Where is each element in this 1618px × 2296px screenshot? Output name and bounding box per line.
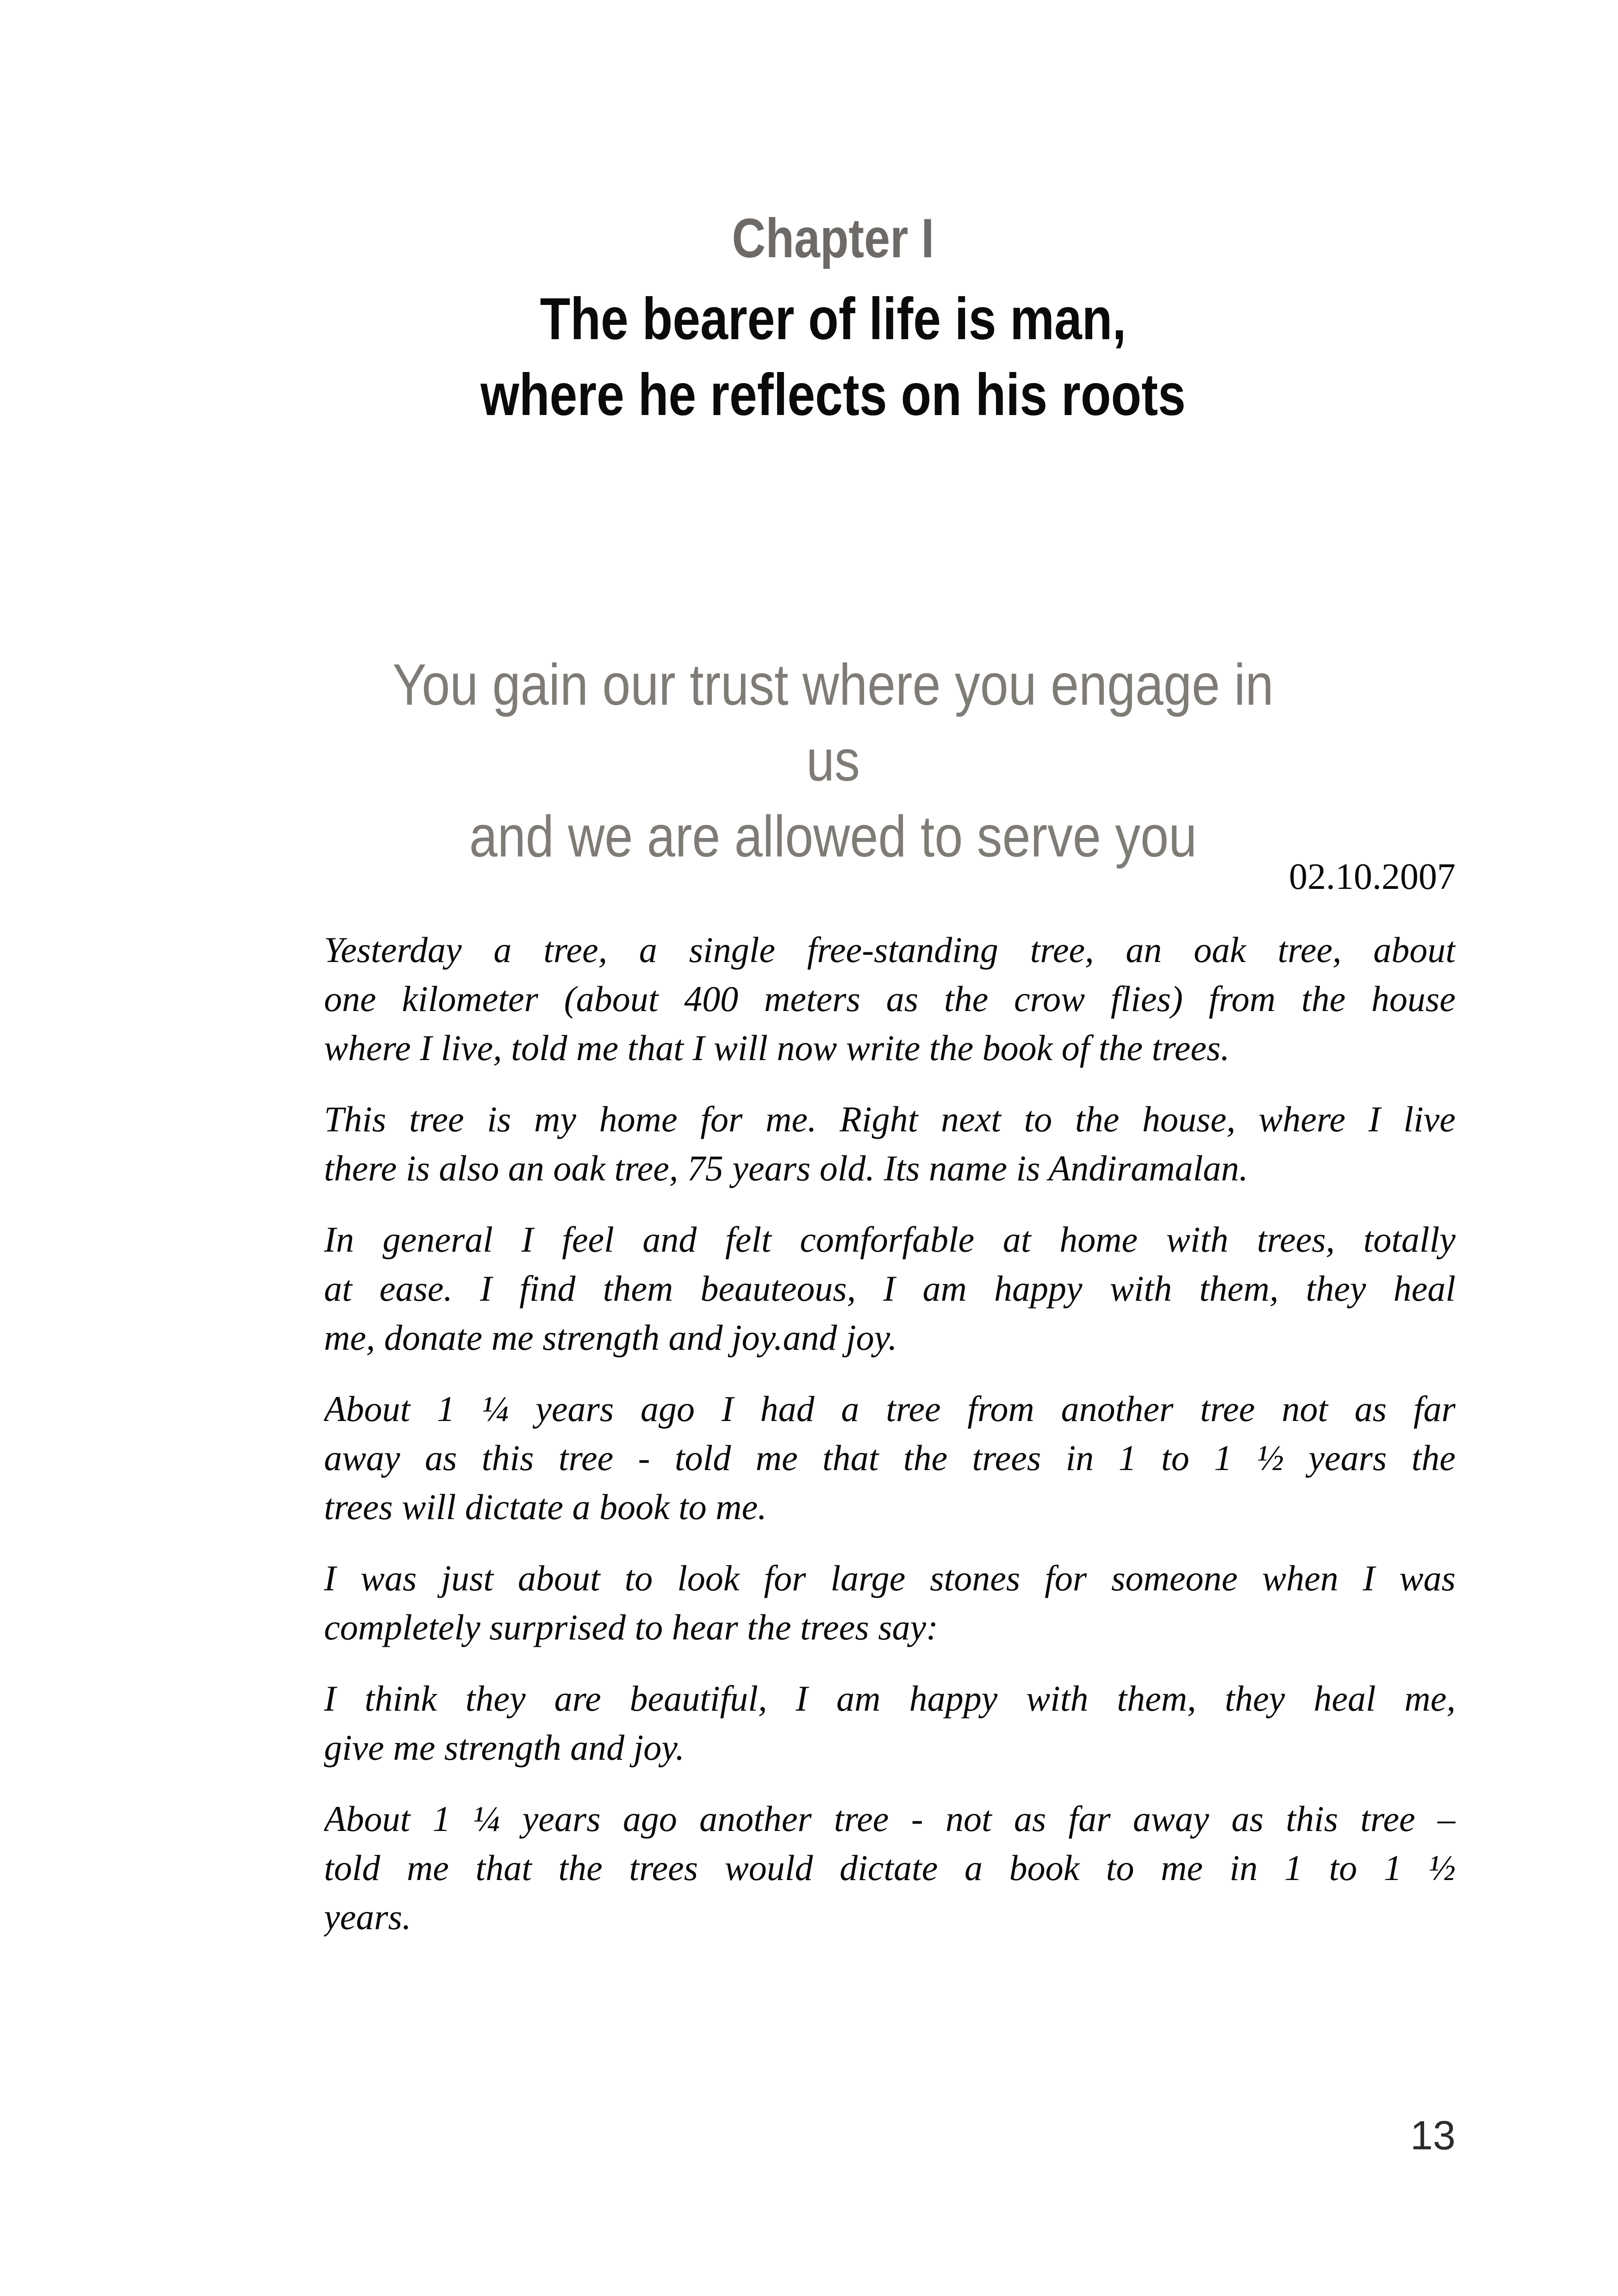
body-paragraph-3 (324, 1215, 1456, 1362)
body-line: told me that the trees would dictate a book to me in 1 to 1 ½ (324, 1848, 1456, 1888)
body-line: away as this tree - told me that the trees in 1 to 1 ½ years the (324, 1438, 1456, 1478)
body-line: I was just about to look for large stones for someone when I was (324, 1558, 1456, 1598)
body-text (324, 925, 1456, 1964)
body-line: me, donate me strength and joy.and joy. (324, 1317, 897, 1358)
body-line: give me strength and joy. (324, 1727, 685, 1768)
chapter-heading (324, 199, 1342, 433)
body-paragraph-6 (324, 1674, 1456, 1772)
body-paragraph-7 (324, 1794, 1456, 1942)
body-line: at ease. I find them beauteous, I am happy with them, they heal (324, 1268, 1456, 1309)
body-line: years. (324, 1897, 411, 1937)
body-line: one kilometer (about 400 meters as the crow flies) from the house (324, 979, 1456, 1019)
body-line: This tree is my home for me. Right next to the house, where I live (324, 1099, 1456, 1139)
body-paragraph-4 (324, 1384, 1456, 1532)
subtitle-line-1: You gain our trust where you engage in us (392, 652, 1274, 793)
body-paragraph-2 (324, 1095, 1456, 1193)
body-line: there is also an oak tree, 75 years old. Its name is Andiramalan. (324, 1148, 1248, 1188)
page-number: 13 (1410, 2112, 1456, 2158)
body-line: where I live, told me that I will now write the book of the trees. (324, 1028, 1230, 1068)
body-paragraph-1 (324, 925, 1456, 1073)
body-paragraph-5 (324, 1554, 1456, 1652)
body-line: trees will dictate a book to me. (324, 1487, 767, 1527)
chapter-title-line-2: where he reflects on his roots (480, 362, 1186, 428)
section-subtitle (390, 647, 1276, 875)
body-line: In general I feel and felt comforfable at home with trees, totally (324, 1219, 1456, 1260)
body-line: Yesterday a tree, a single free-standing tree, an oak tree, about (324, 930, 1456, 970)
body-line: About 1 ¼ years ago I had a tree from another tree not as far (324, 1389, 1456, 1429)
chapter-title-line-1: The bearer of life is man, (540, 286, 1126, 352)
body-line: completely surprised to hear the trees say: (324, 1607, 939, 1647)
body-line: About 1 ¼ years ago another tree - not as far away as this tree – (324, 1799, 1456, 1839)
subtitle-line-2: and we are allowed to serve you (469, 804, 1197, 869)
chapter-title (405, 281, 1261, 433)
entry-date: 02.10.2007 (1289, 856, 1456, 897)
chapter-label: Chapter I (732, 207, 934, 269)
body-line: I think they are beautiful, I am happy with them, they heal me, (324, 1678, 1456, 1719)
